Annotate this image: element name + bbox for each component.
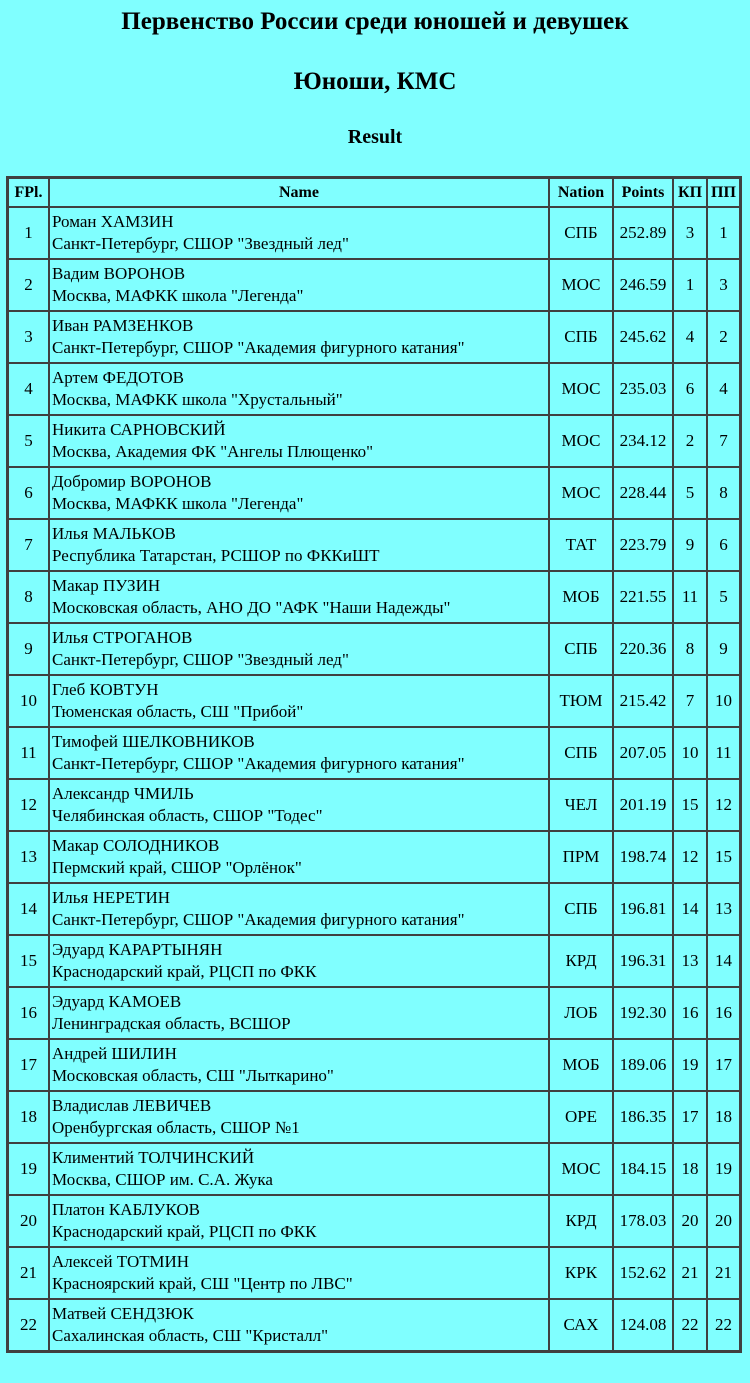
cell-pp: 8: [707, 467, 740, 519]
cell-points: 192.30: [613, 987, 673, 1039]
cell-pp: 15: [707, 831, 740, 883]
skater-club: Москва, СШОР им. С.А. Жука: [52, 1170, 273, 1189]
skater-name: Илья НЕРЕТИН: [52, 888, 171, 907]
cell-points: 189.06: [613, 1039, 673, 1091]
cell-points: 152.62: [613, 1247, 673, 1299]
table-row: [8, 675, 740, 727]
cell-fpl: 21: [8, 1247, 49, 1299]
skater-club: Тюменская область, СШ "Прибой": [52, 702, 304, 721]
table-row: [8, 259, 740, 311]
cell-kp: 12: [673, 831, 707, 883]
cell-nation: ТЮМ: [549, 675, 613, 727]
column-header-pp: ПП: [707, 178, 740, 207]
cell-points: 235.03: [613, 363, 673, 415]
table-row: [8, 1247, 740, 1299]
cell-kp: 17: [673, 1091, 707, 1143]
cell-points: 198.74: [613, 831, 673, 883]
cell-fpl: 16: [8, 987, 49, 1039]
cell-kp: 5: [673, 467, 707, 519]
cell-fpl: 10: [8, 675, 49, 727]
table-row: [8, 935, 740, 987]
cell-name: [49, 623, 549, 675]
cell-kp: 4: [673, 311, 707, 363]
cell-nation: МОС: [549, 415, 613, 467]
skater-name: Иван РАМЗЕНКОВ: [52, 316, 194, 335]
cell-points: 124.08: [613, 1299, 673, 1351]
cell-name: [49, 675, 549, 727]
cell-nation: КРК: [549, 1247, 613, 1299]
cell-name: [49, 519, 549, 571]
cell-kp: 10: [673, 727, 707, 779]
skater-name: Макар СОЛОДНИКОВ: [52, 836, 220, 855]
skater-name: Роман ХАМЗИН: [52, 212, 174, 231]
cell-nation: ПРМ: [549, 831, 613, 883]
cell-name: [49, 1247, 549, 1299]
cell-name: [49, 831, 549, 883]
skater-club: Санкт-Петербург, СШОР "Академия фигурного катания": [52, 338, 465, 357]
cell-points: 223.79: [613, 519, 673, 571]
cell-pp: 20: [707, 1195, 740, 1247]
cell-fpl: 15: [8, 935, 49, 987]
cell-nation: КРД: [549, 935, 613, 987]
cell-fpl: 3: [8, 311, 49, 363]
cell-pp: 10: [707, 675, 740, 727]
cell-pp: 1: [707, 207, 740, 259]
cell-nation: МОС: [549, 259, 613, 311]
skater-name: Артем ФЕДОТОВ: [52, 368, 184, 387]
cell-fpl: 22: [8, 1299, 49, 1351]
skater-club: Красноярский край, СШ "Центр по ЛВС": [52, 1274, 353, 1293]
cell-name: [49, 207, 549, 259]
page-title: Первенство России среди юношей и девушек: [121, 8, 629, 35]
cell-nation: СПБ: [549, 207, 613, 259]
cell-nation: МОС: [549, 467, 613, 519]
cell-name: [49, 935, 549, 987]
skater-club: Москва, МАФКК школа "Легенда": [52, 286, 304, 305]
skater-name: Эдуард КАРАРТЫНЯН: [52, 940, 223, 959]
cell-fpl: 1: [8, 207, 49, 259]
cell-points: 252.89: [613, 207, 673, 259]
table-header-row: [8, 178, 740, 207]
cell-points: 178.03: [613, 1195, 673, 1247]
cell-name: [49, 1299, 549, 1351]
cell-fpl: 18: [8, 1091, 49, 1143]
category-title: Юноши, КМС: [293, 68, 457, 95]
cell-pp: 3: [707, 259, 740, 311]
cell-kp: 21: [673, 1247, 707, 1299]
cell-fpl: 13: [8, 831, 49, 883]
cell-kp: 6: [673, 363, 707, 415]
cell-pp: 21: [707, 1247, 740, 1299]
skater-club: Республика Татарстан, РСШОР по ФККиШТ: [52, 546, 380, 565]
skater-name: Макар ПУЗИН: [52, 576, 161, 595]
cell-kp: 8: [673, 623, 707, 675]
skater-name: Тимофей ШЕЛКОВНИКОВ: [52, 732, 255, 751]
cell-nation: СПБ: [549, 623, 613, 675]
cell-kp: 20: [673, 1195, 707, 1247]
skater-club: Москва, МАФКК школа "Легенда": [52, 494, 304, 513]
cell-points: 207.05: [613, 727, 673, 779]
cell-points: 245.62: [613, 311, 673, 363]
cell-kp: 13: [673, 935, 707, 987]
table-row: [8, 1143, 740, 1195]
table-row: [8, 987, 740, 1039]
cell-fpl: 8: [8, 571, 49, 623]
skater-name: Илья МАЛЬКОВ: [52, 524, 176, 543]
cell-kp: 14: [673, 883, 707, 935]
cell-pp: 11: [707, 727, 740, 779]
cell-nation: ТАТ: [549, 519, 613, 571]
table-row: [8, 467, 740, 519]
skater-club: Санкт-Петербург, СШОР "Академия фигурного катания": [52, 754, 465, 773]
cell-name: [49, 727, 549, 779]
cell-nation: КРД: [549, 1195, 613, 1247]
cell-nation: СПБ: [549, 727, 613, 779]
cell-fpl: 9: [8, 623, 49, 675]
cell-name: [49, 363, 549, 415]
cell-points: 196.31: [613, 935, 673, 987]
skater-club: Санкт-Петербург, СШОР "Звездный лед": [52, 650, 349, 669]
skater-name: Матвей СЕНДЗЮК: [52, 1304, 194, 1323]
cell-fpl: 11: [8, 727, 49, 779]
table-row: [8, 1039, 740, 1091]
skater-name: Илья СТРОГАНОВ: [52, 628, 193, 647]
table-row: [8, 1091, 740, 1143]
cell-kp: 15: [673, 779, 707, 831]
cell-kp: 2: [673, 415, 707, 467]
cell-pp: 19: [707, 1143, 740, 1195]
cell-points: 228.44: [613, 467, 673, 519]
skater-club: Пермский край, СШОР "Орлёнок": [52, 858, 302, 877]
table-row: [8, 311, 740, 363]
cell-pp: 17: [707, 1039, 740, 1091]
cell-nation: МОС: [549, 363, 613, 415]
cell-points: 220.36: [613, 623, 673, 675]
table-row: [8, 363, 740, 415]
cell-name: [49, 987, 549, 1039]
cell-name: [49, 259, 549, 311]
cell-pp: 12: [707, 779, 740, 831]
cell-name: [49, 779, 549, 831]
cell-nation: МОБ: [549, 1039, 613, 1091]
skater-name: Никита САРНОВСКИЙ: [52, 420, 226, 439]
cell-fpl: 14: [8, 883, 49, 935]
cell-name: [49, 311, 549, 363]
skater-club: Ленинградская область, ВСШОР: [52, 1014, 291, 1033]
cell-nation: МОБ: [549, 571, 613, 623]
cell-name: [49, 883, 549, 935]
cell-points: 184.15: [613, 1143, 673, 1195]
cell-fpl: 19: [8, 1143, 49, 1195]
cell-name: [49, 415, 549, 467]
skater-name: Эдуард КАМОЕВ: [52, 992, 182, 1011]
cell-points: 196.81: [613, 883, 673, 935]
cell-pp: 13: [707, 883, 740, 935]
cell-name: [49, 1143, 549, 1195]
skater-club: Сахалинская область, СШ "Кристалл": [52, 1326, 329, 1345]
cell-kp: 3: [673, 207, 707, 259]
cell-pp: 18: [707, 1091, 740, 1143]
cell-nation: ЧЕЛ: [549, 779, 613, 831]
table-row: [8, 519, 740, 571]
skater-club: Москва, Академия ФК "Ангелы Плющенко": [52, 442, 374, 461]
column-header-nation: Nation: [549, 178, 613, 207]
skater-club: Москва, МАФКК школа "Хрустальный": [52, 390, 343, 409]
cell-kp: 7: [673, 675, 707, 727]
cell-pp: 6: [707, 519, 740, 571]
cell-kp: 19: [673, 1039, 707, 1091]
cell-points: 246.59: [613, 259, 673, 311]
cell-pp: 9: [707, 623, 740, 675]
table-row: [8, 1299, 740, 1351]
cell-pp: 2: [707, 311, 740, 363]
skater-club: Санкт-Петербург, СШОР "Звездный лед": [52, 234, 349, 253]
cell-fpl: 5: [8, 415, 49, 467]
table-row: [8, 727, 740, 779]
skater-name: Климентий ТОЛЧИНСКИЙ: [52, 1148, 255, 1167]
result-subtitle: Result: [347, 126, 403, 148]
cell-fpl: 12: [8, 779, 49, 831]
cell-points: 234.12: [613, 415, 673, 467]
skater-club: Краснодарский край, РЦСП по ФКК: [52, 1222, 317, 1241]
cell-nation: СПБ: [549, 311, 613, 363]
cell-name: [49, 467, 549, 519]
skater-name: Андрей ШИЛИН: [52, 1044, 177, 1063]
cell-nation: ЛОБ: [549, 987, 613, 1039]
cell-nation: ОРЕ: [549, 1091, 613, 1143]
table-row: [8, 831, 740, 883]
cell-fpl: 20: [8, 1195, 49, 1247]
cell-fpl: 4: [8, 363, 49, 415]
cell-points: 215.42: [613, 675, 673, 727]
cell-kp: 1: [673, 259, 707, 311]
table-row: [8, 623, 740, 675]
cell-kp: 18: [673, 1143, 707, 1195]
skater-club: Санкт-Петербург, СШОР "Академия фигурного катания": [52, 910, 465, 929]
cell-pp: 4: [707, 363, 740, 415]
table-row: [8, 571, 740, 623]
column-header-kp: КП: [673, 178, 707, 207]
skater-club: Челябинская область, СШОР "Тодес": [52, 806, 323, 825]
skater-name: Глеб КОВТУН: [52, 680, 159, 699]
cell-pp: 14: [707, 935, 740, 987]
cell-points: 201.19: [613, 779, 673, 831]
cell-pp: 5: [707, 571, 740, 623]
table-row: [8, 415, 740, 467]
table-row: [8, 883, 740, 935]
cell-nation: САХ: [549, 1299, 613, 1351]
cell-fpl: 2: [8, 259, 49, 311]
table-row: [8, 207, 740, 259]
cell-points: 186.35: [613, 1091, 673, 1143]
skater-name: Добромир ВОРОНОВ: [52, 472, 212, 491]
cell-kp: 11: [673, 571, 707, 623]
cell-pp: 22: [707, 1299, 740, 1351]
column-header-points: Points: [613, 178, 673, 207]
table-row: [8, 1195, 740, 1247]
skater-club: Московская область, АНО ДО "АФК "Наши Надежды": [52, 598, 451, 617]
cell-kp: 9: [673, 519, 707, 571]
skater-name: Александр ЧМИЛЬ: [52, 784, 194, 803]
cell-kp: 16: [673, 987, 707, 1039]
cell-name: [49, 1039, 549, 1091]
skater-club: Краснодарский край, РЦСП по ФКК: [52, 962, 317, 981]
cell-fpl: 7: [8, 519, 49, 571]
cell-nation: СПБ: [549, 883, 613, 935]
skater-name: Владислав ЛЕВИЧЕВ: [52, 1096, 212, 1115]
cell-name: [49, 571, 549, 623]
cell-fpl: 17: [8, 1039, 49, 1091]
cell-name: [49, 1091, 549, 1143]
column-header-name: Name: [49, 178, 549, 207]
skater-club: Московская область, СШ "Лыткарино": [52, 1066, 334, 1085]
cell-nation: МОС: [549, 1143, 613, 1195]
column-header-fpl: FPl.: [8, 178, 49, 207]
skater-name: Вадим ВОРОНОВ: [52, 264, 186, 283]
table-row: [8, 779, 740, 831]
results-table: [6, 176, 742, 1353]
cell-pp: 7: [707, 415, 740, 467]
skater-club: Оренбургская область, СШОР №1: [52, 1118, 300, 1137]
cell-fpl: 6: [8, 467, 49, 519]
cell-name: [49, 1195, 549, 1247]
skater-name: Платон КАБЛУКОВ: [52, 1200, 200, 1219]
cell-pp: 16: [707, 987, 740, 1039]
cell-points: 221.55: [613, 571, 673, 623]
skater-name: Алексей ТОТМИН: [52, 1252, 190, 1271]
cell-kp: 22: [673, 1299, 707, 1351]
